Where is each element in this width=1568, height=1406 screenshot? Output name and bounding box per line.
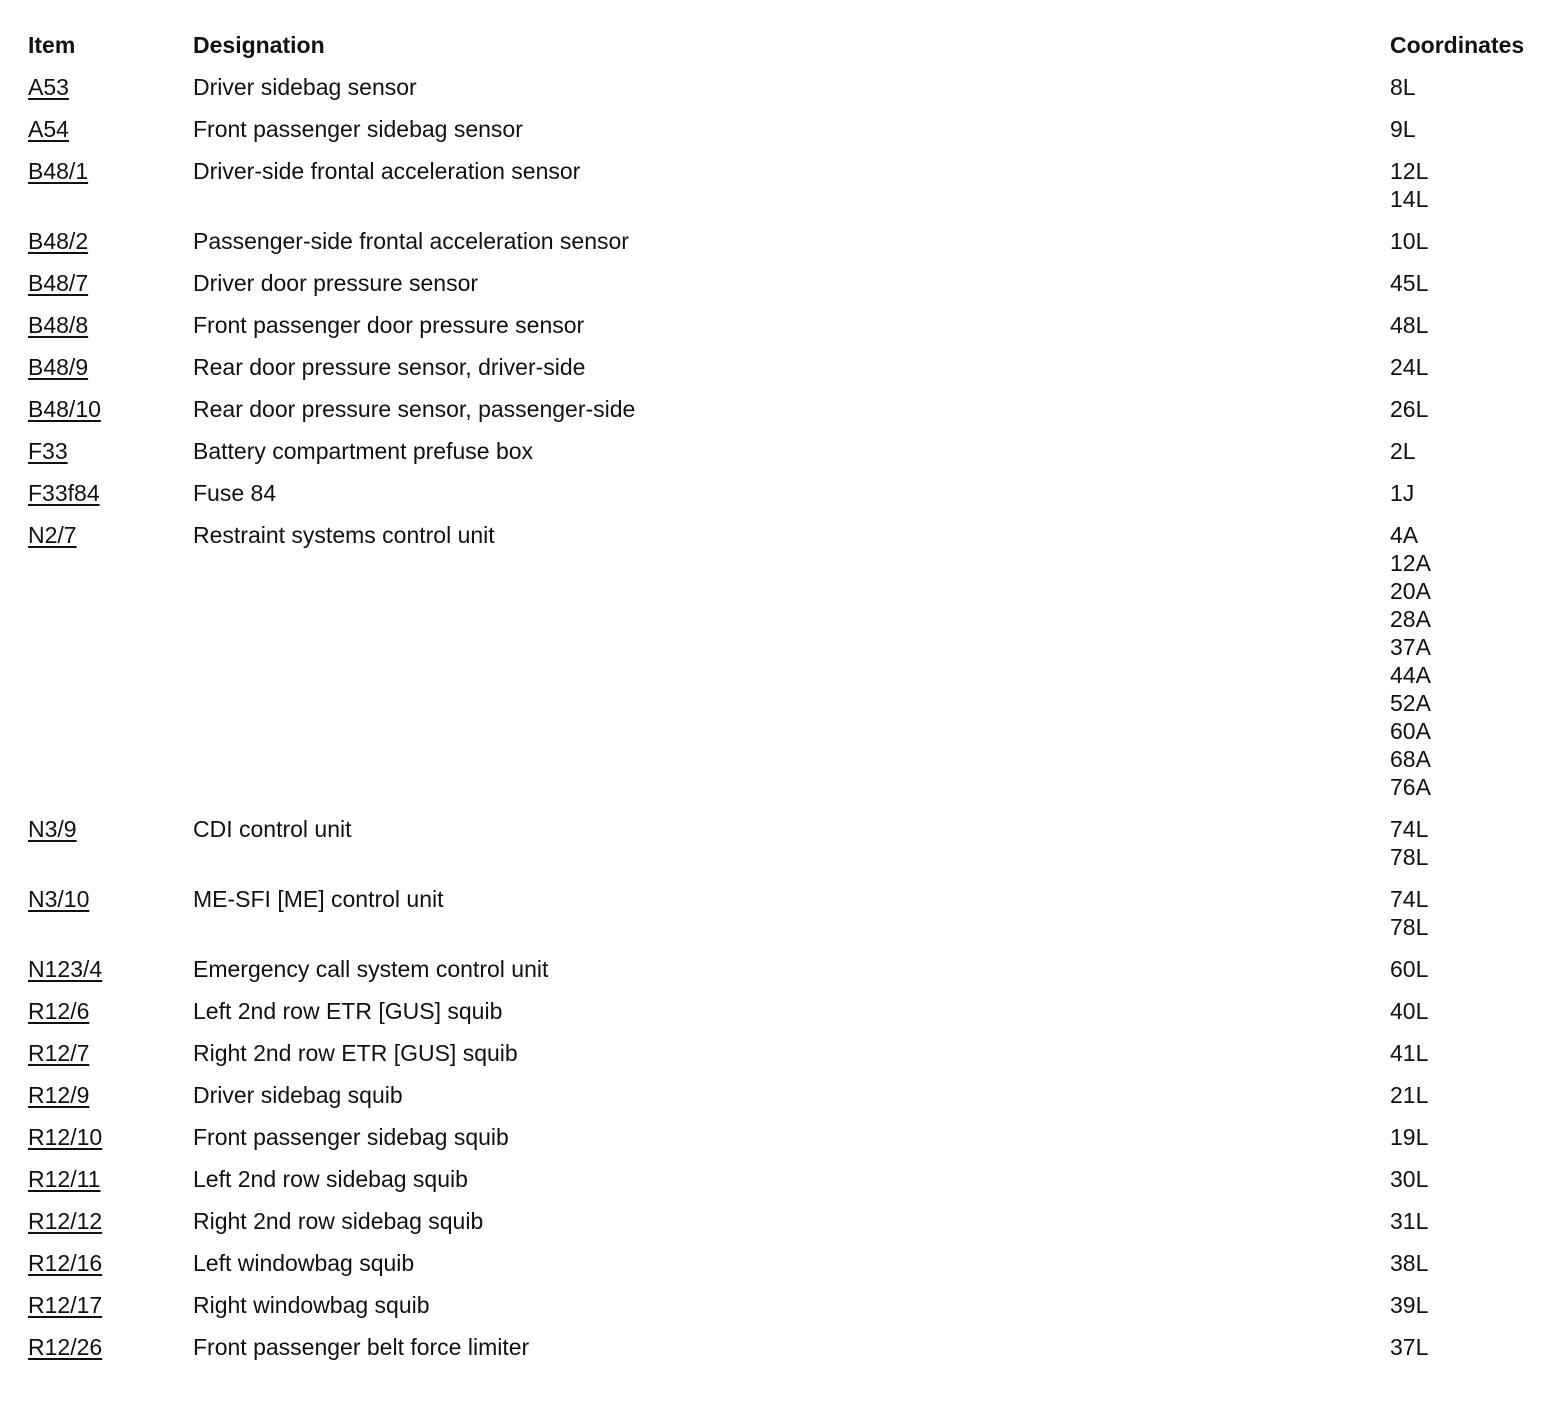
item-cell: [28, 1207, 193, 1235]
designation-cell: Left 2nd row sidebag squib: [193, 1166, 468, 1192]
item-link[interactable]: B48/10: [28, 396, 101, 422]
coordinates-cell: [1390, 815, 1428, 871]
coordinates-cell: [1390, 353, 1428, 381]
coordinate-value: 26L: [1390, 396, 1429, 422]
table-row: [28, 997, 1548, 1025]
table-body: [28, 73, 1548, 1361]
designation-cell: Driver sidebag squib: [193, 1082, 403, 1108]
item-cell: [28, 395, 193, 423]
coordinates-cell: [1390, 885, 1428, 941]
designation-cell: Driver door pressure sensor: [193, 270, 479, 296]
coordinate-value: 60L: [1390, 956, 1429, 982]
coordinate-value: 48L: [1390, 312, 1429, 338]
item-link[interactable]: A54: [28, 116, 69, 142]
item-cell: [28, 227, 193, 255]
coordinates-cell: [1390, 1165, 1428, 1193]
coordinates-cell: [1390, 1249, 1428, 1277]
item-cell: [28, 437, 193, 465]
table-row: [28, 1123, 1548, 1151]
item-cell: [28, 1165, 193, 1193]
coordinates-cell: [1390, 479, 1414, 507]
item-link[interactable]: R12/11: [28, 1166, 101, 1192]
table-row: [28, 1039, 1548, 1067]
item-link[interactable]: R12/7: [28, 1040, 90, 1066]
table-row: [28, 1207, 1548, 1235]
item-link[interactable]: R12/9: [28, 1082, 90, 1108]
coordinates-cell: [1390, 73, 1416, 101]
item-cell: [28, 269, 193, 297]
coordinate-value: 37A: [1390, 634, 1431, 660]
designation-cell: Emergency call system control unit: [193, 956, 549, 982]
table-row: [28, 1081, 1548, 1109]
coordinate-value: 78L: [1390, 844, 1429, 870]
item-cell: [28, 955, 193, 983]
coordinate-value: 10L: [1390, 228, 1429, 254]
coordinate-value: 9L: [1390, 116, 1416, 142]
coordinate-value: 14L: [1390, 186, 1429, 212]
item-cell: [28, 997, 193, 1025]
coordinate-value: 20A: [1390, 578, 1431, 604]
coordinates-cell: [1390, 1207, 1428, 1235]
coordinate-value: 38L: [1390, 1250, 1429, 1276]
table-row: [28, 115, 1548, 143]
table-row: [28, 395, 1548, 423]
coordinates-cell: [1390, 997, 1428, 1025]
item-link[interactable]: F33: [28, 438, 68, 464]
designation-cell: Right 2nd row sidebag squib: [193, 1208, 484, 1234]
item-cell: [28, 73, 193, 101]
coordinates-cell: [1390, 1039, 1428, 1067]
item-cell: [28, 1333, 193, 1361]
coordinate-value: 52A: [1390, 690, 1431, 716]
designation-cell: Left 2nd row ETR [GUS] squib: [193, 998, 503, 1024]
coordinate-value: 12L: [1390, 158, 1429, 184]
designation-cell: Passenger-side frontal acceleration sensor: [193, 228, 629, 254]
item-link[interactable]: B48/9: [28, 354, 89, 380]
item-link[interactable]: N3/10: [28, 886, 90, 912]
coordinate-value: 45L: [1390, 270, 1429, 296]
coordinate-value: 60A: [1390, 718, 1431, 744]
table-row: [28, 521, 1548, 801]
coordinate-value: 74L: [1390, 816, 1429, 842]
designation-cell: Rear door pressure sensor, driver-side: [193, 354, 586, 380]
designation-cell: Fuse 84: [193, 480, 277, 506]
item-cell: [28, 1039, 193, 1067]
coordinates-cell: [1390, 1291, 1428, 1319]
item-cell: [28, 815, 193, 843]
designation-cell: Front passenger belt force limiter: [193, 1334, 530, 1360]
item-link[interactable]: B48/7: [28, 270, 89, 296]
coordinates-cell: [1390, 1123, 1428, 1151]
item-cell: [28, 157, 193, 185]
coordinate-value: 44A: [1390, 662, 1431, 688]
item-link[interactable]: B48/1: [28, 158, 89, 184]
item-link[interactable]: R12/6: [28, 998, 90, 1024]
table-row: [28, 1249, 1548, 1277]
coordinate-value: 12A: [1390, 550, 1431, 576]
table-row: [28, 1165, 1548, 1193]
coordinate-value: 30L: [1390, 1166, 1429, 1192]
item-cell: [28, 521, 193, 549]
header-designation: Designation: [193, 32, 325, 58]
designation-cell: Front passenger sidebag sensor: [193, 116, 523, 142]
designation-cell: Left windowbag squib: [193, 1250, 415, 1276]
table-header-row: [28, 29, 1548, 61]
table-row: [28, 1333, 1548, 1361]
designation-cell: Right windowbag squib: [193, 1292, 430, 1318]
coordinate-value: 24L: [1390, 354, 1429, 380]
item-link[interactable]: N3/9: [28, 816, 77, 842]
component-legend-table: [28, 29, 1548, 1375]
item-cell: [28, 1081, 193, 1109]
item-link[interactable]: N123/4: [28, 956, 103, 982]
coordinates-cell: [1390, 955, 1428, 983]
coordinates-cell: [1390, 521, 1431, 801]
table-row: [28, 311, 1548, 339]
coordinate-value: 68A: [1390, 746, 1431, 772]
item-cell: [28, 1291, 193, 1319]
table-row: [28, 437, 1548, 465]
table-row: [28, 815, 1548, 871]
table-row: [28, 885, 1548, 941]
designation-cell: ME-SFI [ME] control unit: [193, 886, 444, 912]
item-cell: [28, 885, 193, 913]
designation-cell: Restraint systems control unit: [193, 522, 495, 548]
item-link[interactable]: R12/10: [28, 1124, 103, 1150]
coordinates-cell: [1390, 395, 1428, 423]
coordinate-value: 39L: [1390, 1292, 1429, 1318]
coordinates-cell: [1390, 1333, 1428, 1361]
item-link[interactable]: A53: [28, 74, 69, 100]
item-link[interactable]: R12/16: [28, 1250, 103, 1276]
table-row: [28, 353, 1548, 381]
coordinate-value: 21L: [1390, 1082, 1429, 1108]
designation-cell: Battery compartment prefuse box: [193, 438, 534, 464]
coordinate-value: 4A: [1390, 522, 1419, 548]
item-link[interactable]: R12/26: [28, 1334, 103, 1360]
coordinates-cell: [1390, 311, 1428, 339]
item-cell: [28, 311, 193, 339]
coordinate-value: 28A: [1390, 606, 1431, 632]
coordinate-value: 1J: [1390, 480, 1415, 506]
table-row: [28, 479, 1548, 507]
item-link[interactable]: N2/7: [28, 522, 77, 548]
designation-cell: Driver sidebag sensor: [193, 74, 417, 100]
coordinates-cell: [1390, 157, 1428, 213]
item-cell: [28, 1123, 193, 1151]
coordinate-value: 8L: [1390, 74, 1416, 100]
item-link[interactable]: B48/2: [28, 228, 89, 254]
coordinate-value: 40L: [1390, 998, 1429, 1024]
table-row: [28, 157, 1548, 213]
coordinates-cell: [1390, 269, 1428, 297]
designation-cell: Front passenger door pressure sensor: [193, 312, 585, 338]
designation-cell: Rear door pressure sensor, passenger-side: [193, 396, 636, 422]
coordinate-value: 74L: [1390, 886, 1429, 912]
table-row: [28, 227, 1548, 255]
table-row: [28, 955, 1548, 983]
coordinate-value: 76A: [1390, 774, 1431, 800]
coordinate-value: 31L: [1390, 1208, 1429, 1234]
item-cell: [28, 353, 193, 381]
item-link[interactable]: F33f84: [28, 480, 100, 506]
table-row: [28, 1291, 1548, 1319]
item-cell: [28, 1249, 193, 1277]
table-row: [28, 269, 1548, 297]
item-cell: [28, 115, 193, 143]
item-link[interactable]: B48/8: [28, 312, 89, 338]
coordinates-cell: [1390, 115, 1416, 143]
coordinate-value: 78L: [1390, 914, 1429, 940]
coordinates-cell: [1390, 437, 1416, 465]
coordinate-value: 41L: [1390, 1040, 1429, 1066]
header-coordinates: Coordinates: [1390, 32, 1525, 58]
coordinate-value: 37L: [1390, 1334, 1429, 1360]
designation-cell: CDI control unit: [193, 816, 352, 842]
coordinates-cell: [1390, 227, 1428, 255]
coordinate-value: 2L: [1390, 438, 1416, 464]
item-link[interactable]: R12/17: [28, 1292, 103, 1318]
designation-cell: Front passenger sidebag squib: [193, 1124, 509, 1150]
coordinate-value: 19L: [1390, 1124, 1429, 1150]
item-cell: [28, 479, 193, 507]
coordinates-cell: [1390, 1081, 1428, 1109]
designation-cell: Driver-side frontal acceleration sensor: [193, 158, 581, 184]
item-link[interactable]: R12/12: [28, 1208, 103, 1234]
table-row: [28, 73, 1548, 101]
header-item: Item: [28, 32, 76, 58]
designation-cell: Right 2nd row ETR [GUS] squib: [193, 1040, 518, 1066]
